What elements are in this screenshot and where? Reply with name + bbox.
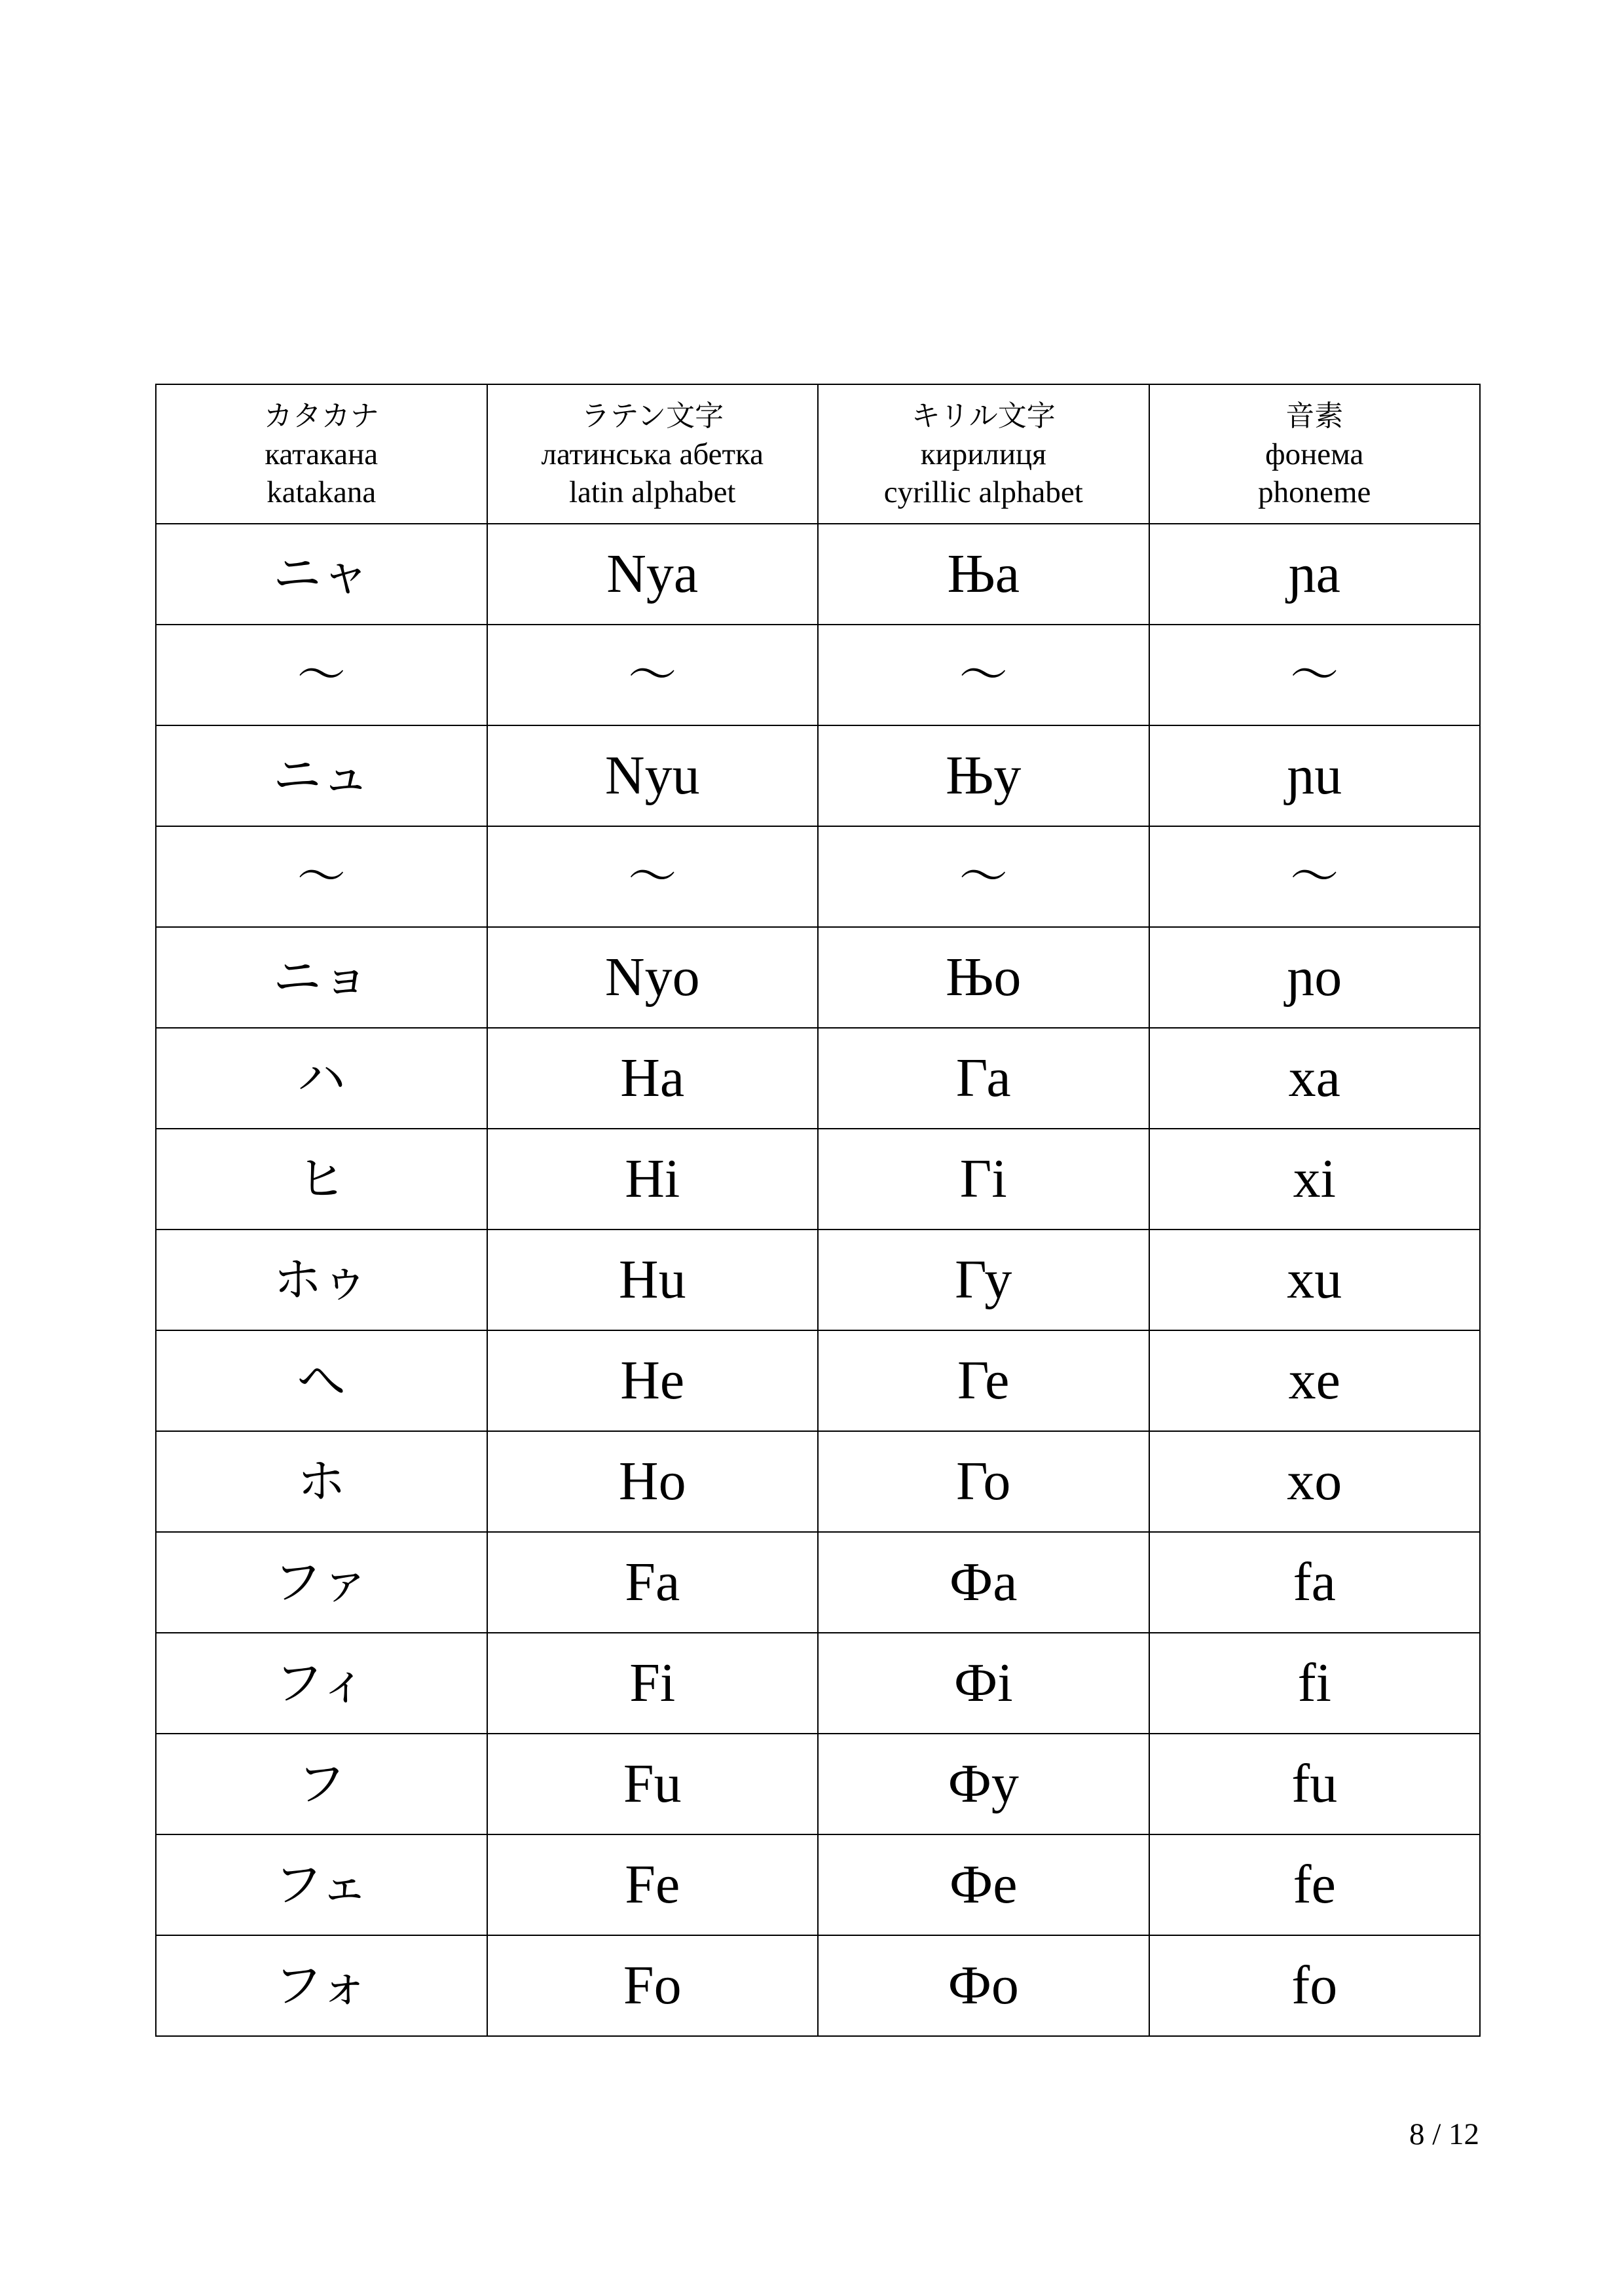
table-row — [156, 826, 1480, 927]
table-row — [156, 1330, 1480, 1431]
page-number: 8 / 12 — [1409, 2117, 1479, 2151]
cell-latin: Nyo — [487, 927, 819, 1028]
header-label-english: phoneme — [1258, 475, 1371, 509]
table-row — [156, 524, 1480, 625]
header-label-english: katakana — [267, 475, 377, 509]
cell-cyrillic: 〜 — [818, 826, 1149, 927]
cell-phoneme: fo — [1149, 1935, 1481, 2036]
header-label-ukrainian: катакана — [265, 437, 378, 471]
cell-katakana: 〜 — [156, 625, 487, 725]
cell-katakana: フィ — [156, 1633, 487, 1734]
transliteration-table — [155, 384, 1481, 2037]
cell-katakana: ホゥ — [156, 1230, 487, 1330]
cell-cyrillic: Га — [818, 1028, 1149, 1129]
cell-cyrillic: Ге — [818, 1330, 1149, 1431]
cell-phoneme: 〜 — [1149, 625, 1481, 725]
cell-cyrillic: Гу — [818, 1230, 1149, 1330]
table-row — [156, 1633, 1480, 1734]
cell-phoneme: xi — [1149, 1129, 1481, 1230]
header-label-english: cyrillic alphabet — [883, 475, 1083, 509]
cell-phoneme: xa — [1149, 1028, 1481, 1129]
header-latin — [487, 384, 819, 524]
cell-katakana: ヒ — [156, 1129, 487, 1230]
cell-cyrillic: Ња — [818, 524, 1149, 625]
header-katakana — [156, 384, 487, 524]
cell-phoneme: fa — [1149, 1532, 1481, 1633]
table-row — [156, 1230, 1480, 1330]
table-row — [156, 1431, 1480, 1532]
cell-katakana: ニョ — [156, 927, 487, 1028]
cell-latin: Nyu — [487, 725, 819, 826]
header-label-japanese: 音素 — [1285, 399, 1344, 433]
cell-latin: Fi — [487, 1633, 819, 1734]
cell-cyrillic: Њо — [818, 927, 1149, 1028]
header-phoneme — [1149, 384, 1481, 524]
cell-katakana: ファ — [156, 1532, 487, 1633]
header-label-ukrainian: кирилиця — [920, 437, 1046, 471]
cell-latin: 〜 — [487, 625, 819, 725]
cell-phoneme: ɲo — [1149, 927, 1481, 1028]
cell-phoneme: xu — [1149, 1230, 1481, 1330]
cell-katakana: ハ — [156, 1028, 487, 1129]
cell-cyrillic: Фа — [818, 1532, 1149, 1633]
cell-cyrillic: Го — [818, 1431, 1149, 1532]
table-row — [156, 927, 1480, 1028]
cell-cyrillic: Гі — [818, 1129, 1149, 1230]
cell-katakana: ニャ — [156, 524, 487, 625]
cell-latin: 〜 — [487, 826, 819, 927]
cell-phoneme: xo — [1149, 1431, 1481, 1532]
cell-latin: He — [487, 1330, 819, 1431]
cell-cyrillic: Фі — [818, 1633, 1149, 1734]
cell-latin: Fe — [487, 1834, 819, 1935]
cell-cyrillic: Фу — [818, 1734, 1149, 1834]
cell-phoneme: fu — [1149, 1734, 1481, 1834]
cell-katakana: ニュ — [156, 725, 487, 826]
header-cyrillic — [818, 384, 1149, 524]
table-row — [156, 1935, 1480, 2036]
cell-phoneme: fi — [1149, 1633, 1481, 1734]
table-body — [156, 524, 1480, 2036]
cell-phoneme: ɲa — [1149, 524, 1481, 625]
cell-cyrillic: 〜 — [818, 625, 1149, 725]
cell-katakana: フォ — [156, 1935, 487, 2036]
cell-cyrillic: Фо — [818, 1935, 1149, 2036]
cell-latin: Fa — [487, 1532, 819, 1633]
cell-katakana: フ — [156, 1734, 487, 1834]
cell-latin: Nya — [487, 524, 819, 625]
cell-latin: Fu — [487, 1734, 819, 1834]
header-label-japanese: キリル文字 — [911, 399, 1056, 433]
cell-phoneme: fe — [1149, 1834, 1481, 1935]
cell-cyrillic: Фе — [818, 1834, 1149, 1935]
cell-katakana: 〜 — [156, 826, 487, 927]
cell-phoneme: 〜 — [1149, 826, 1481, 927]
cell-latin: Hu — [487, 1230, 819, 1330]
cell-phoneme: ɲu — [1149, 725, 1481, 826]
table-row — [156, 1028, 1480, 1129]
table-row — [156, 1734, 1480, 1834]
table-row — [156, 725, 1480, 826]
cell-latin: Hi — [487, 1129, 819, 1230]
cell-latin: Ha — [487, 1028, 819, 1129]
table-row — [156, 1129, 1480, 1230]
cell-cyrillic: Њу — [818, 725, 1149, 826]
header-label-japanese: カタカナ — [263, 399, 379, 433]
cell-katakana: ホ — [156, 1431, 487, 1532]
header-label-english: latin alphabet — [569, 475, 736, 509]
cell-katakana: フェ — [156, 1834, 487, 1935]
table-row — [156, 1834, 1480, 1935]
header-row — [156, 384, 1480, 524]
table-row — [156, 1532, 1480, 1633]
header-label-ukrainian: латинська абетка — [541, 437, 764, 471]
cell-phoneme: xe — [1149, 1330, 1481, 1431]
cell-latin: Ho — [487, 1431, 819, 1532]
cell-katakana: へ — [156, 1330, 487, 1431]
cell-latin: Fo — [487, 1935, 819, 2036]
header-label-ukrainian: фонема — [1265, 437, 1364, 471]
table-row — [156, 625, 1480, 725]
header-label-japanese: ラテン文字 — [581, 399, 724, 433]
